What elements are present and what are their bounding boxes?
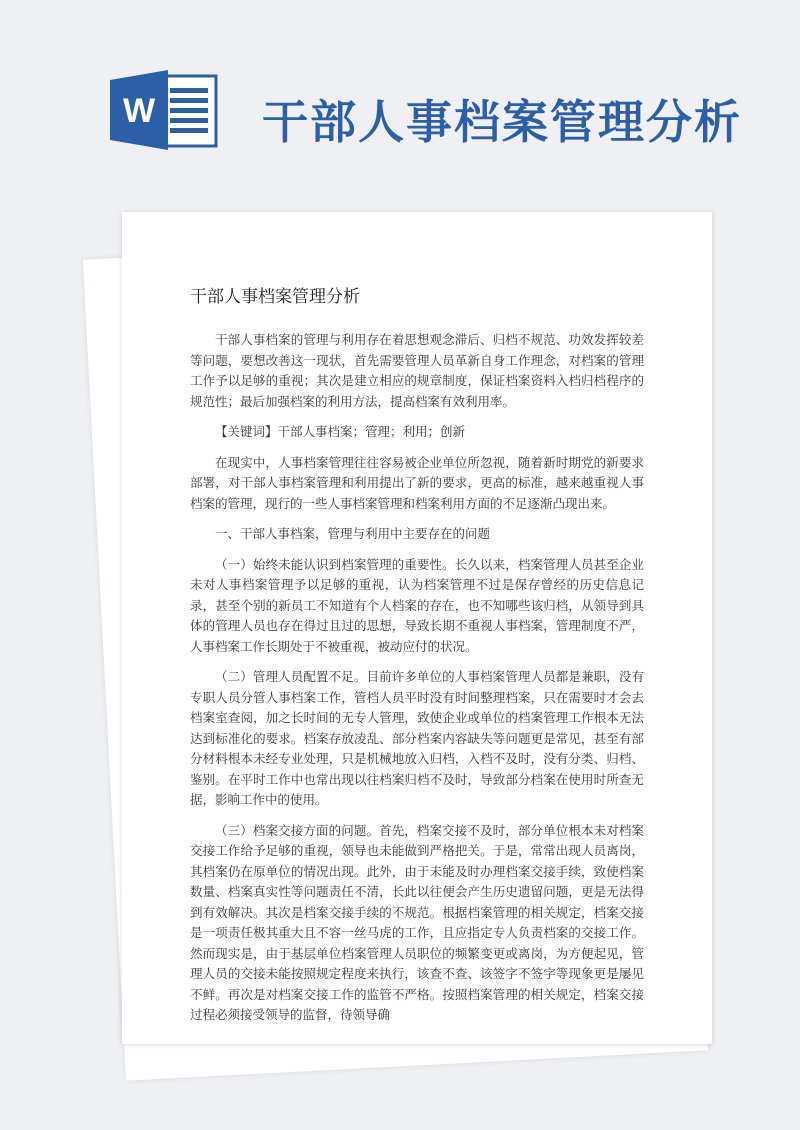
document-page [122, 212, 712, 1044]
banner-title: 干部人事档案管理分析 [262, 95, 742, 149]
document-title: 干部人事档案管理分析 [190, 287, 360, 307]
intro-paragraph: 在现实中，人事档案管理往往容易被企业单位所忽视，随着新时期党的新要求部署，对干部人事档案管理和利用提出了新的要求，更高的标准，越来越重视人事档案的管理，现行的一些人事档案管理和档案利用方面的不足逐渐凸现出来。 [190, 454, 644, 511]
keywords-paragraph: 【关键词】干部人事档案；管理；利用；创新 [215, 424, 466, 439]
abstract-paragraph: 干部人事档案的管理与利用存在着思想观念滞后、归档不规范、功效发挥较差等问题，要想改善这一现状，首先需要管理人员革新自身工作理念，对档案的管理工作予以足够的重视；其次是建立相应的规章制度，保证档案资料入档归档程序的规范性；最后加强档案的利用方法，提高档案有效利用率。 [190, 332, 644, 409]
document-body [190, 330, 644, 1036]
issue-paragraph-3: （三）档案交接方面的问题。首先，档案交接不及时，部分单位根本未对档案交接工作给予足够的重视，领导也未能做到严格把关。于是，常常出现人员离岗，其档案仍在原单位的情况出现。此外，由于未能及时办理档案交接手续，致使档案数量、档案真实性等问题责任不清，长此以往便会产生历史遗留问题，更是无法得到有效解决。其次是档案交接手续的不规范。根据档案管理的相关规定，档案交接是一项责任极其重大且不容一丝马虎的工作，且应指定专人负责档案的交接工作。然而现实是，由于基层单位档案管理人员职位的频繁变更或离岗，为方便起见，管理人员的交接未能按照规定程度来执行，该查不查、该签字不签字等现象更是屡见不鲜。再次是对档案交接工作的监管不严格。按照档案管理的相关规定，档案交接过程必须接受领导的监督，待领导确 [190, 822, 644, 1022]
issue-paragraph-1: （一）始终未能认识到档案管理的重要性。长久以来，档案管理人员甚至企业未对人事档案管理予以足够的重视，认为档案管理不过是保存曾经的历史信息记录，甚至个别的新员工不知道有个人档案的存在，也不知哪些该归档，从领导到具体的管理人员也存在得过且过的思想，导致长期不重视人事档案，管理制度不严，人事档案工作长期处于不被重视，被动应付的状况。 [190, 556, 644, 654]
word-app-icon [108, 66, 220, 154]
section-heading: 一、干部人事档案，管理与利用中主要存在的问题 [215, 526, 491, 541]
issue-paragraph-2: （二）管理人员配置不足。目前许多单位的人事档案管理人员都是兼职，没有专职人员分管人事档案工作，管档人员平时没有时间整理档案，只在需要时才会去档案室查阅，加之长时间的无专人管理，致使企业或单位的档案管理工作根本无法达到标准化的要求。档案存放凌乱、部分档案内容缺失等问题更是常见，甚至有部分材料根本未经专业处理，只是机械地放入归档，入档不及时，没有分类、归档、鉴别。在平时工作中也常出现以往档案归档不及时，导致部分档案在使用时所查无据，影响工作中的使用。 [190, 669, 644, 807]
word-logo-letter: W [122, 92, 156, 130]
